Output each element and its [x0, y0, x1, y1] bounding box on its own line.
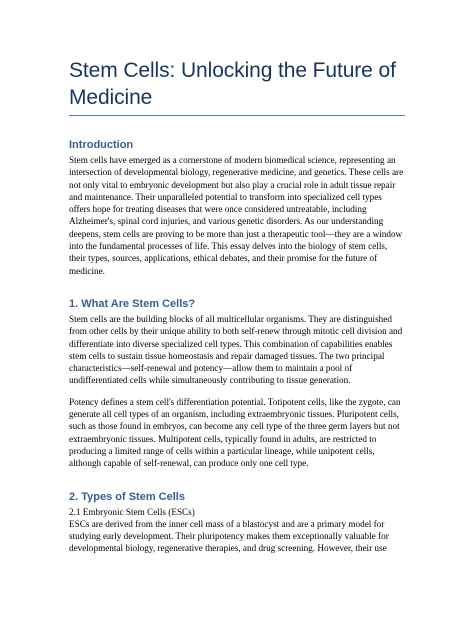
section-heading-types-of-stem-cells: 2. Types of Stem Cells [69, 490, 185, 503]
paragraph-what-are-stem-cells-2: Potency defines a stem cell's differentiation potential. Totipotent cells, like the zygote, can generate all cell types of an organism, including extraembryonic tissues. Pluripotent cells, such as those found in embryos, can become any cell type of the three germ layers but not extraembryonic tissues. Multipotent cells, typically found in adults, are restricted to producing a limited range of cells within a particular lineage, while unipotent cells, although capable of self-renewal, can produce only one cell type. [69, 396, 401, 469]
document-title: Stem Cells: Unlocking the Future of Medicine [69, 57, 405, 116]
paragraph-what-are-stem-cells-1: Stem cells are the building blocks of all multicellular organisms. They are distinguished from other cells by their unique ability to both self-renew through mitotic cell division and differentiate into diverse specialized cell types. This combination of capabilities enables stem cells to sustain tissue homeostasis and repair damaged tissues. The two principal characteristics—self-renewal and potency—allow them to maintain a pool of undifferentiated cells while simultaneously contributing to tissue generation. [69, 313, 403, 386]
paragraph-introduction: Stem cells have emerged as a cornerstone of modern biomedical science, representing an intersection of developmental biology, regenerative medicine, and genetics. These cells are not only vital to embryonic development but also play a crucial role in adult tissue repair and maintenance. Their unparalleled potential to transform into specialized cell types offers hope for treating diseases that were once considered untreatable, including Alzheimer's, spinal cord injuries, and various genetic disorders. As our understanding deepens, stem cells are proving to be more than just a therapeutic tool—they are a window into the fundamental processes of life. This essay delves into the biology of stem cells, their types, sources, applications, ethical debates, and their promise for the future of medicine. [69, 155, 404, 276]
document-body [69, 57, 405, 555]
subheading-embryonic-stem-cells: 2.1 Embryonic Stem Cells (ESCs) [69, 506, 195, 517]
section-heading-introduction: Introduction [69, 139, 134, 151]
paragraph-embryonic-stem-cells: ESCs are derived from the inner cell mass of a blastocyst and are a primary model for studying early development. Their pluripotency makes them exceptionally valuable for developmental biology, regenerative therapies, and drug screening. However, their use [69, 518, 389, 554]
section-heading-what-are-stem-cells: 1. What Are Stem Cells? [69, 297, 196, 310]
